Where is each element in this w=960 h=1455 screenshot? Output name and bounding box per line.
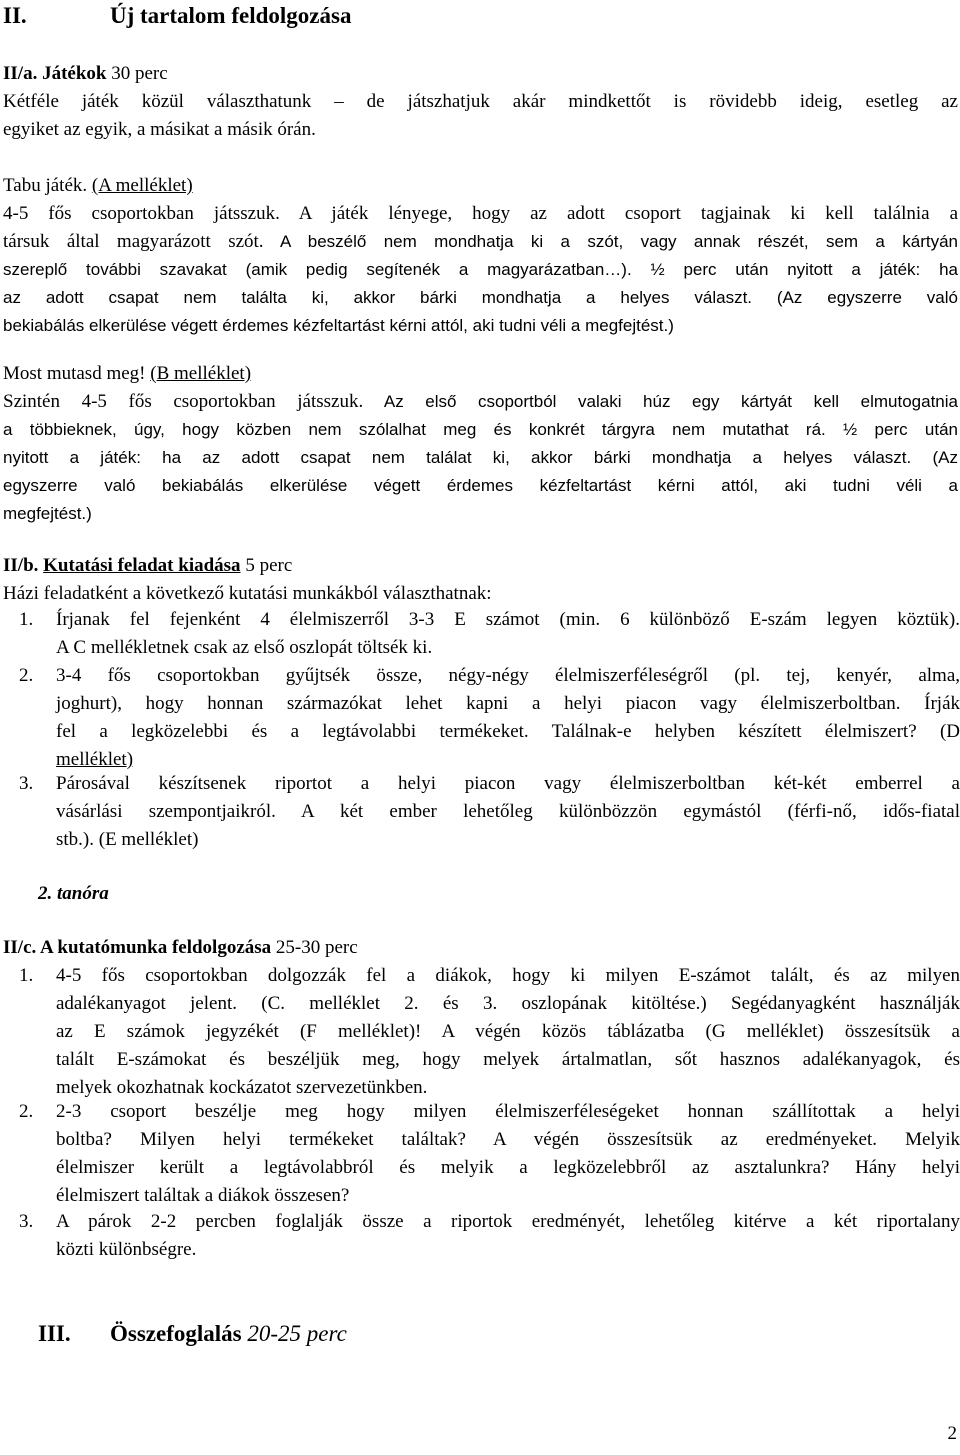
roman-numeral: II.	[3, 3, 27, 28]
lesson-heading: 2. tanóra	[38, 883, 109, 904]
subsection-label: II/a. Játékok	[3, 63, 107, 84]
list-item-line: A C mellékletnek csak az első oszlopát töltsék ki.	[56, 637, 433, 658]
intro-line: egyiket az egyik, a másikat a másik órán.	[3, 119, 316, 140]
list-item-line: A párok 2-2 percben foglalják össze a riportok eredményét, lehetőleg kitérve a két riportalany	[56, 1211, 960, 1232]
subsection-heading-b	[3, 552, 960, 580]
list-item-line: joghurt), hogy honnan származókat lehet kapni a helyi piacon vagy élelmiszerboltban. Írják	[56, 693, 960, 714]
most-text: Az első csoportból valaki húz egy kártyát kell elmutogatnia	[363, 392, 958, 411]
list-number: 3.	[19, 773, 34, 794]
list-number: 3.	[19, 1211, 34, 1232]
tabu-text: A játék lényege, hogy az adott csoport tagjainak ki kell találnia a	[279, 203, 958, 224]
tabu-text: 4-5 fős csoportokban játsszuk.	[3, 203, 280, 224]
research-intro: Házi feladatként a következő kutatási munkákból választhatnak:	[3, 583, 492, 604]
annex-a-link[interactable]: (A melléklet)	[91, 175, 193, 196]
subsection-time: 5 perc	[245, 555, 293, 576]
most-heading	[3, 360, 960, 388]
list-item-line: 3-4 fős csoportokban gyűjtsék össze, négy-négy élelmiszerféleségről (pl. tej, kenyér, alma,	[56, 665, 960, 686]
list-item-line: talált E-számokat és beszéljük meg, hogy melyek ártalmatlan, sőt hasznos adalékanyagok, és	[56, 1049, 960, 1070]
subsection-prefix: II/b.	[3, 555, 39, 576]
subsection-label: II/c. A kutatómunka feldolgozása	[3, 937, 272, 958]
tabu-text: társuk által magyarázott szót.	[3, 231, 264, 252]
most-line: a többieknek, úgy, hogy közben nem szólalhat meg és konkrét tárgyra nem mutathat rá. ½ perc után	[3, 420, 958, 439]
tabu-line: bekiabálás elkerülése végett érdemes kézfeltartást kérni attól, aki tudni véli a megfejtést.)	[3, 316, 674, 335]
list-item-line: Párosával készítsenek riportot a helyi piacon vagy élelmiszerboltban két-két emberrel a	[56, 773, 960, 794]
most-line: egyszerre való bekiabálás elkerülése végett érdemes kézfeltartást kérni attól, aki tudni véli a	[3, 476, 958, 495]
list-item-line: 4-5 fős csoportokban dolgozzák fel a diákok, hogy ki milyen E-számot talált, és az milyen	[56, 965, 960, 986]
list-item-line: élelmiszert találtak a diákok összesen?	[56, 1185, 350, 1206]
roman-numeral: III.	[38, 1321, 71, 1346]
subsection-heading-c	[3, 934, 960, 962]
list-item-line: Írjanak fel fejenként 4 élelmiszerről 3-3 E számot (min. 6 különböző E-szám legyen köztük).	[56, 609, 960, 630]
tabu-line	[3, 200, 958, 228]
annex-d-link[interactable]: melléklet)	[56, 749, 134, 770]
tabu-line	[3, 228, 958, 256]
list-item-line: 2-3 csoport beszélje meg hogy milyen élelmiszerféleségeket honnan szállítottak a helyi	[56, 1101, 960, 1122]
heading-title-group	[110, 1318, 347, 1350]
heading-title: Új tartalom feldolgozása	[110, 3, 352, 28]
list-item-line: fel a legközelebbi és a legtávolabbi termékeket. Találnak-e helyben készített élelmiszert? (D	[56, 721, 960, 742]
list-item-line: adalékanyagot jelent. (C. melléklet 2. és 3. oszlopának kitöltése.) Segédanyagként használják	[56, 993, 960, 1014]
list-number: 2.	[19, 1101, 34, 1122]
intro-line: Kétféle játék közül választhatunk – de játszhatjuk akár mindkettőt is rövidebb ideig, esetleg az	[3, 91, 958, 112]
tabu-line: az adott csapat nem találta ki, akkor bárki mondhatja a helyes választ. (Az egyszerre való	[3, 288, 958, 307]
tabu-title: Tabu játék.	[3, 175, 88, 196]
most-text: Szintén 4-5 fős csoportokban játsszuk.	[3, 391, 364, 412]
list-number: 1.	[19, 609, 34, 630]
subsection-label: Kutatási feladat kiadása	[43, 555, 241, 576]
heading-time: 20-25 perc	[247, 1321, 347, 1346]
most-line	[3, 388, 958, 416]
list-number: 1.	[19, 965, 34, 986]
most-title: Most mutasd meg!	[3, 363, 146, 384]
most-line: megfejtést.)	[3, 504, 92, 523]
most-line: nyitott a játék: ha az adott csapat nem találat ki, akkor bárki mondhatja a helyes választ. (Az	[3, 448, 958, 467]
subsection-time: 30 perc	[111, 63, 168, 84]
annex-b-link[interactable]: (B melléklet)	[150, 363, 252, 384]
tabu-text: A beszélő nem mondhatja ki a szót, vagy annak részét, sem a kártyán	[263, 232, 958, 251]
page-number: 2	[947, 1423, 957, 1444]
heading-title: Összefoglalás	[110, 1321, 242, 1346]
list-item-line: közti különbségre.	[56, 1239, 197, 1260]
tabu-heading	[3, 172, 960, 200]
list-item-line: az E számok jegyzékét (F melléklet)! A végén közös táblázatba (G melléklet) összesítsük a	[56, 1021, 960, 1042]
list-item-line: élelmiszer került a legtávolabbról és melyik a legközelebbről az asztalunkra? Hány helyi	[56, 1157, 960, 1178]
subsection-time: 25-30 perc	[275, 937, 358, 958]
list-item-line: stb.). (E melléklet)	[56, 829, 199, 850]
list-number: 2.	[19, 665, 34, 686]
list-item-line: boltba? Milyen helyi termékeket találtak? A végén összesítsük az eredményeket. Melyik	[56, 1129, 960, 1150]
list-item-line: vásárlási szempontjaikról. A két ember lehetőleg különbözzön egymástól (férfi-nő, idős-fiatal	[56, 801, 960, 822]
list-item-line: melyek okozhatnak kockázatot szervezetünkben.	[56, 1077, 428, 1098]
tabu-line: szereplő további szavakat (amik pedig segítenék a magyarázatban…). ½ perc után nyitott a játék: ha	[3, 260, 958, 279]
subsection-heading-a	[3, 60, 960, 88]
